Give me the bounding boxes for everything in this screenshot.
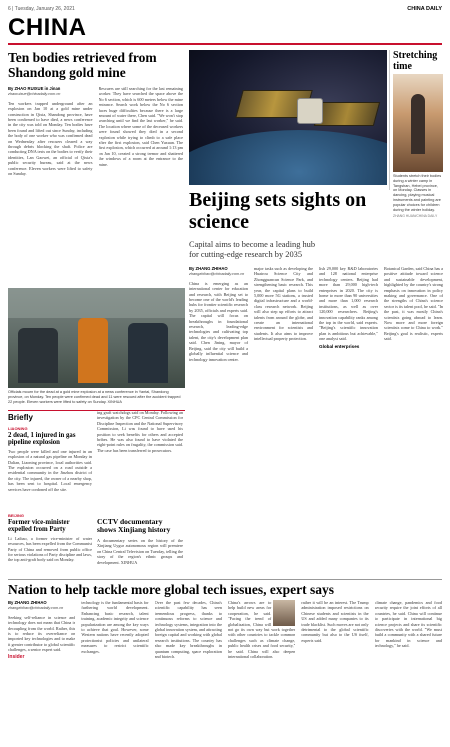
satellite-photo xyxy=(189,50,387,185)
bottom-text-col6: climate change, pandemics and food security require the joint efforts of all countries, he said. China will continue to participate in international big science projects and share its scientific discoveries with the world. "We must build a community with a shared future for mankind in science and technology," he said. xyxy=(374,600,442,649)
bottom-text-col3: Over the past few decades, China's scientific capability has seen tremendous progress, thanks to continuous reforms to science and technology systems, integration into the global innovation system, and attracting foreign capital and working with global research institutions. The country has also made key breakthroughs in quantum computing, space exploration and biotech. xyxy=(154,600,222,660)
bottom-text-col5: rather it will be an interest. The Trump administration imposed restrictions on Chinese students and scientists in the US and added many companies to its trade blacklist. Such moves are not only detrimental to the global scientific community but also to the US itself, experts said. xyxy=(301,600,369,643)
bottom-byline: By ZHANG ZHIHAO xyxy=(8,600,47,605)
section-title: CHINA xyxy=(8,14,87,41)
brief-kicker: LIAONING xyxy=(8,426,28,431)
main-article-body xyxy=(189,266,443,576)
gold-mine-text-col1: Ten workers trapped underground after an explosion on Jan 10 at a gold mine under construction in Qixia, Shandong province, have been confirmed to have died, a news conference in the city was told on Monday. Ten bodies have been found and lifted out since Sunday, including the body of one worker who was confirmed dead on Wednesday after rescuers cleared a way through debris blocking the shaft. Police are conducting DNA tests on the bodies to verify their identities, Lan Gaowei, an official of Qixia's public security bureau, said at the news conference. Eleven workers were lifted to safety on Sunday. xyxy=(8,100,93,177)
main-subhead: Capital aims to become a leading hub for cutting-edge research by 2035 xyxy=(189,240,316,259)
stretching-time-box xyxy=(393,50,443,250)
gold-mine-byline: By ZHAO RUIXUE in Jinan xyxy=(8,86,61,91)
brief-text: Li Laibao, a former vice-minister of water resources, has been expelled from the Communist Party of China and removed from public office for serious violations of Party discipline and laws, the top anti-graft body said on Monday. xyxy=(8,535,92,563)
cctv-headline: CCTV documentary shows Xinjiang history xyxy=(97,517,171,534)
bottom-article-body xyxy=(8,600,442,742)
column-divider xyxy=(389,50,390,190)
bottom-text-col2: technology is the fundamental basis for furthering world development. Enhancing basic research, talent training, academic integrity and science popularization are among the key ways to achieve that goal. However, some Western nations have recently adopted protectionist policies and unilateral measures to restrict scientific exchanges. xyxy=(81,600,149,654)
bottom-rule xyxy=(8,579,442,580)
stretching-title: Stretching time xyxy=(393,50,438,72)
gold-mine-headline: Ten bodies retrieved from Shandong gold mine xyxy=(8,50,157,80)
brief-text: Two people were killed and one injured in an explosion of a natural gas pipeline on Monday in Dalian, Liaoning province, local authorities said. The explosion occurred on a road outside a residential community in the Jinzhou district of the city. The injured, the owner of a nearby shop, has been sent to hospital. Local emergency services have cordoned off the site. xyxy=(8,448,92,492)
section-rule xyxy=(8,43,442,45)
main-text-col4: Botanical Garden, said China has a positive attitude toward science and sustainable development, highlighted by the country's strong emphasis on innovation in policy making and governance. One of the strengths of China's science sector is its talent pool, he said. "In the past, it was mostly China's scientists going abroad to learn. Now more and more foreign scientists come to China to work." Beijing's goal is realistic, experts said. xyxy=(384,266,443,342)
gold-mine-photo-caption: Officials mourn for the dead at a gold mine explosion at a news conference in Yantai, Shandong province, on Monday. Ten people were confirmed dead and 11 were rescued after the accident trapped 22 people. Eleven workers were lifted to safety on Sunday. XINHUA xyxy=(8,390,181,404)
masthead-paper: CHINA DAILY xyxy=(407,6,442,12)
brief-gas-explosion xyxy=(8,426,92,492)
stretching-caption: Students stretch their bodies during a winter camp in Tangshan, Hebei province, on Monday. Classes in dancing, playing musical instruments and painting are popular choices for children during the winter holiday. xyxy=(393,174,442,212)
cctv-text: A documentary series on the history of the Xinjiang Uygur autonomous region will premiere on China Central Television on Tuesday, telling the story of the region's ethnic groups and development. XINHUA xyxy=(97,538,183,565)
brief-kicker: BEIJING xyxy=(8,513,25,518)
stretching-credit: ZHANG HUAN/CHINA DAILY xyxy=(393,214,438,219)
main-byline: By ZHANG ZHIHAO xyxy=(189,266,228,271)
bottom-text-col1: Seeking self-reliance in science and technology does not mean that China is decoupling from the world. Rather, this is to reduce its overreliance on imported key technologies and to make it greater contributor to global scientific challenges, a senior expert said. xyxy=(8,614,76,653)
main-headline: Beijing sets sights on science xyxy=(189,189,367,233)
main-text-col2: major tasks such as developing the Huairou Science City and Zhongguancun Science Park, and strengthening basic research. This year, the capital plans to build 5,000 more 5G stations, a trusted digital infrastructure and a world-class research network. Beijing will also step up efforts to attract talents from around the globe, and create an international environment for scientists and students. It also aims to improve intellectual property protection. xyxy=(254,266,313,342)
bottom-text-col4: China's arrows are to help build new areas for cooperation, he said. "Facing the trend of globalization, China will not go its own way but work together with other countries to tackle common challenges such as climate change, public health crises and food security," he said. China will also deepen international collaboration. xyxy=(227,600,296,660)
briefly-title: Briefly xyxy=(8,413,33,422)
main-text-col3: lish 29,000 key R&D laboratories and 128 national enterprise technology centers. Beijing had more than 29,000 high-tech enterprises in 2020. The city is home to more than 90 universities and more than 1,000 research institutions, as well as over 120,000 researchers. Beijing's innovation capability ranks among the top in the world, said experts. "Beijing's scientific innovation plan is ambitious but achievable," one analyst said. xyxy=(319,266,378,342)
main-email[interactable]: zhangzhihao@chinadaily.com.cn xyxy=(189,272,245,277)
masthead xyxy=(8,4,442,14)
bottom-headline: Nation to help tackle more global tech issues, expert says xyxy=(8,582,334,597)
gold-mine-body xyxy=(8,86,183,286)
gold-mine-text-col2: Rescuers are still searching for the last remaining worker. They have searched the space above the No 6 section, which is 600 meters below the mine entrance. Search work below the No 6 section faces huge difficulties because there is a large amount of water there, Chen said. "We won't stop searching until we find the last worker," he said. The location where some of the deceased workers were found showed they died in a second explosion while trying to climb to a safe place after the first explosion, said Chen Yuxuan. The first explosion, which occurred at around 1:13 pm on Jan 10, created a strong tremor and shattered the windows of a room at the entrance to the mine. xyxy=(98,86,183,167)
bottom-email[interactable]: zhangzhihao@chinadaily.com.cn xyxy=(8,606,64,611)
brief-former-vice-minister xyxy=(8,513,92,563)
main-text-col1: China is emerging as an international center for education and research, with Beijing set to become one of the world's leading hubs for frontier scientific research by 2035, officials and experts said. The capital will focus on breakthroughs in foundational research, leading-edge technologies and cultivating top talent, the city's development plan said. Chen Jining, mayor of Beijing, said the city will build a globally influential science and technology innovation center. xyxy=(189,280,248,362)
brief-continuation: ing graft watchdogs said on Monday. Following an investigation by the CPC Central Commission for Discipline Inspection and the National Supervisory Commission, Li was found to have used his position to seek benefits for others and accepted bribes. He was also found to have violated the eight-point rules on frugality, the commission said. The case has been transferred to prosecutors. xyxy=(97,410,183,453)
insider-label: Insider xyxy=(8,653,25,660)
masthead-date: 6 | Tuesday, January 26, 2021 xyxy=(8,6,75,12)
stretching-photo xyxy=(393,74,443,172)
gold-mine-photo xyxy=(8,288,185,388)
main-subsection: Global enterprises xyxy=(319,343,360,349)
brief-headline: 2 dead, 1 injured in gas pipeline explosion xyxy=(8,432,76,447)
gold-mine-email[interactable]: zhaoruixue@chinadaily.com.cn xyxy=(8,92,61,97)
expert-mugshot xyxy=(273,600,295,626)
brief-headline: Former vice-minister expelled from Party xyxy=(8,519,70,534)
